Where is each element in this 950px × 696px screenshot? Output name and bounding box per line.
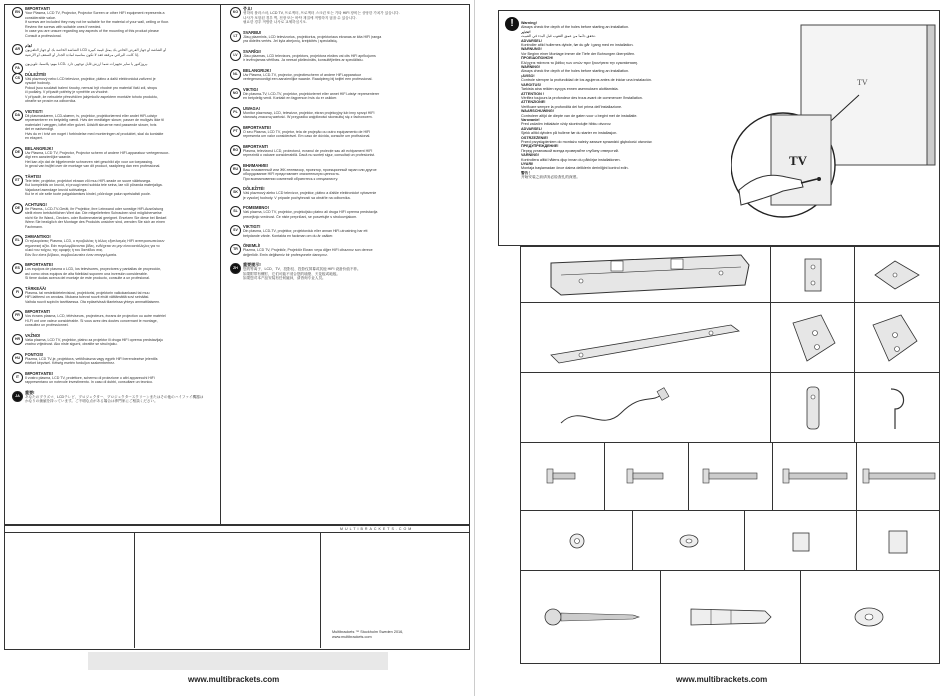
warning-line: Tarkista aina reikien syvyys ennen asennuksen aloittamista.	[521, 87, 619, 92]
parts-grid	[520, 246, 940, 664]
part-cell	[857, 443, 939, 511]
notice-line: vertegenwoordigt een aanzienlijke waarde. Raadpleeg bij twijfel een professional.	[243, 77, 373, 81]
language-badge: ES	[12, 263, 23, 274]
notice-line: 필요한 경우 적합한 나사로 교체하십시오.	[243, 20, 308, 24]
notes-table-rule	[4, 532, 470, 533]
warning-box	[498, 10, 940, 246]
notice-title: IMPORTANTE!	[25, 370, 54, 376]
notice-line: In geval van twijfel over de montage van dit product, raadpleeg dan een professional.	[25, 164, 161, 168]
notice-line: 나사가 포함된 경우 벽, 천장 또는 바닥 재질에 적합하지 않을 수 있습니다.	[243, 15, 357, 20]
notice-line: При возникновении сомнений обратитесь к специалисту.	[243, 176, 339, 181]
spacer-icon	[857, 511, 939, 571]
notice-title: IMPORTANTE!	[25, 262, 54, 267]
notice-block	[230, 224, 430, 238]
notice-line: V případě, že nebudete přesvědčen jakýmkoliv aspektem montáže tohoto produktu,	[25, 94, 158, 99]
notice-line: Οι τηλεοράσεις Plasma, LCD, ο προβολέας ή άλλος εξοπλισμός HIFI αντιπροσωπεύουν	[25, 239, 165, 243]
notice-line: değerlidir. Emin değilseniz bir profesyonele danışınız.	[243, 252, 328, 257]
part-cell	[857, 511, 939, 571]
language-badge: DE	[12, 203, 23, 214]
warning-heading: ПРЕДУПРЕЖДЕНИЕ!	[521, 144, 559, 149]
notice-line: así como otros equipos de alta fidelidad suponen una inversión considerable.	[25, 271, 148, 276]
copyright-url: www.multibrackets.com	[332, 635, 372, 639]
language-badge: PL	[230, 107, 241, 118]
language-badge: ZH	[230, 263, 241, 274]
notice-line: Εάν δεν είστε βέβαιοι, συμβουλευτείτε έναν επαγγελματία.	[25, 252, 118, 257]
notice-line: ir ievērojamas vērtības. Ja neesat pārliecināts, konsultējieties ar speciālistu.	[243, 58, 364, 62]
notice-line: 如果附带有螺钉，它们可能不适合您的墙壁、天花板或地板。	[243, 271, 341, 276]
warning-heading: Varovanie!	[521, 117, 540, 122]
warning-line: Pred začatím inštalácie vždy skontrolujte hĺbku otvorov.	[521, 122, 612, 127]
notice-title: TÄRKEÄÄ!	[25, 285, 47, 291]
warning-line: Vérifiez toujours la profondeur des trous avant de commencer l'installation.	[521, 95, 643, 100]
short-spacer-icon	[745, 511, 857, 571]
notice-block	[12, 6, 212, 38]
notice-line: Your Plasma, LCD TV, Projector, Projector Screen or other HIFI equipment represents a	[25, 11, 165, 15]
warning-heading: 警告！	[521, 170, 533, 175]
notice-block	[12, 309, 212, 328]
notice-line: considerable value.	[25, 15, 56, 20]
notice-block	[12, 109, 212, 141]
language-badge: IT	[12, 372, 23, 383]
notice-line: Vaš plazma, LCD TV, projektor, projekcijsko platno ali druga HIFI oprema predstavlja	[243, 210, 378, 214]
notice-line: かなりの価値を持っています。ご不明な点がある場合は専門家にご相談ください。	[25, 399, 158, 403]
notice-title: UWAGA!	[243, 105, 261, 111]
tv-label: TV	[789, 153, 808, 168]
notice-line: Si tiene dudas acerca del montaje de este producto, consulte a un profesional.	[25, 276, 150, 280]
notice-title: هام!	[25, 43, 33, 48]
notice-title: IMPORTANT!	[25, 6, 51, 11]
language-badge: SK	[230, 187, 241, 198]
tv-edge	[927, 25, 935, 165]
warning-line: Always check the depth of the holes before starting an installation.	[521, 25, 630, 30]
notice-block	[12, 72, 212, 104]
angle-bracket-illustration	[855, 303, 939, 373]
notice-line: Plasma- tai nestekidetelevisiosi, projektorisi, projektorin valkokankaasi tai muu	[25, 290, 150, 295]
language-badge: HU	[12, 353, 23, 364]
notice-title: ВНИМАНИЕ!	[243, 162, 269, 168]
notice-line: O seu Plasma, LCD TV, projetor, tela de projeção ou outro equipamento de HIFI	[243, 129, 371, 134]
notice-line: Plazma, LCD TV-je, projektora, vetítővászna vagy egyéb HiFi berendezése jelentős	[25, 356, 158, 361]
part-cell	[745, 511, 857, 571]
notice-line: Vajadusel asendage kruvid sobivatega.	[25, 187, 88, 192]
notice-line: stellt einen beträchtlichen Wert dar. Die mitgelieferten Schrauben sind möglicherweise	[25, 211, 162, 215]
notice-line: Teie teler, projektor, projektori ekraan või muu HIFI-seade on suure väärtusega.	[25, 178, 152, 183]
wall-plug-icon	[661, 571, 801, 663]
notice-block	[230, 186, 430, 200]
tv-label-small: TV	[857, 78, 868, 87]
column-divider	[220, 4, 221, 524]
notice-title: 중요!	[243, 6, 253, 11]
language-badge: TR	[230, 244, 241, 255]
notice-line: إذا كانت البراغي مرفقة فقد لا تكون مناسبة لمادة الجدار أو السقف أو الأرضية.	[25, 52, 140, 57]
notice-line: det er nødvendigt.	[25, 127, 54, 131]
notice-title: VIKTIGT!	[243, 224, 261, 229]
notice-line: مهم: پلاسما، تلویزیون LCD، پروژکتور یا سایر تجهیزات شما ارزش قابل توجهی دارد.	[25, 62, 149, 66]
warning-text-list	[521, 21, 731, 180]
notice-title: IMPORTANTE!	[243, 124, 272, 130]
notice-line: Uw Plasma, LCD-TV, projector, projectiescherm of andere HiFi-apparatuur	[243, 72, 362, 77]
cable-clip-illustration	[855, 373, 939, 443]
notice-line: Il vostro plasma, LCD TV, proiettore, schermo di proiezione o altri apparecchi HiFi	[25, 375, 155, 380]
small-washer-icon	[521, 511, 633, 571]
notice-title: BELANGRIJK!	[25, 145, 53, 151]
warning-heading: ATTENTION !	[521, 91, 545, 96]
language-badge: RO	[230, 145, 241, 156]
language-badge: EL	[12, 235, 23, 246]
wood-screw-icon	[521, 571, 661, 663]
part-cell	[521, 443, 605, 511]
part-cell	[605, 443, 689, 511]
notice-title: SVARBU!	[243, 29, 262, 35]
language-badge: RU	[230, 164, 241, 175]
notice-block	[12, 262, 212, 281]
language-badge: JA	[12, 391, 23, 402]
notice-line: representa um valor considerável. Em caso de dúvida, consulte um profissional.	[243, 134, 371, 138]
notice-line: Din plasma, LCD-TV, projektor, projektorduk eller annan HiFi-utrustning har ett	[243, 229, 368, 233]
footer-url-right[interactable]: www.multibrackets.com	[676, 675, 768, 684]
warning-line: 开始安装之前请务必检查孔的深度。	[521, 175, 580, 180]
notice-line: Monitor plazmowy, LCD, telewizor, projektor, ekran projekcyjny lub inny sprzęt HIFI	[243, 110, 375, 115]
language-badge: EN	[12, 7, 23, 18]
notes-table-divider	[320, 532, 321, 648]
part-cell	[771, 373, 855, 443]
notice-block	[12, 62, 212, 70]
tv-rail-illustration	[521, 303, 771, 373]
part-cell	[855, 373, 939, 443]
notice-column-1	[12, 6, 212, 409]
notice-line: あなたのプラズマ、LCDテレビ、プロジェクター、プロジェクタースクリーンまたはその他のハイファイ機器は	[25, 394, 204, 399]
notice-line: Wenn Sie bezüglich der Montage des Produkts unsicher sind, wenden Sie sich an einen	[25, 220, 165, 224]
notice-line: Vos écrans plasma, LCD, téléviseurs, projecteurs, écrans de projection ou autre matériel	[25, 314, 166, 318]
notice-line: yra didelės vertės. Jei kyla abejonių, kreipkitės į specialistą.	[243, 39, 338, 43]
notice-line: Ihr Plasma-, LCD-TV-Gerät, ihr Projektor, ihre Leinwand oder sonstige HiFi-Ausrüstung	[25, 206, 164, 211]
screw-icon	[605, 443, 689, 511]
part-cell	[773, 443, 857, 511]
washer-icon	[633, 511, 745, 571]
notice-block	[12, 352, 212, 366]
part-cell	[801, 571, 939, 663]
notice-line: Los equipos de plasma o LCD, los televisores, proyectores y pantallas de proyección,	[25, 267, 162, 271]
language-badge: FI	[12, 287, 23, 298]
warning-heading: VARNING!	[521, 153, 539, 158]
part-cell	[771, 303, 855, 373]
notice-line: či podlahy. V případě potřeby je vyměňte za vhodné.	[25, 90, 109, 94]
left-page	[0, 0, 474, 696]
language-badge: SL	[230, 206, 241, 217]
warning-line: Ελέγχετε πάντοτε το βάθος των οπών πριν ξεκινήσετε την εγκατάσταση.	[521, 60, 639, 65]
notice-line: en ekspert.	[25, 136, 43, 140]
warning-heading: ΠΡΟΕΙΔΟΠΟΙΗΣΗ!	[521, 56, 554, 61]
notice-title: VIGTIGT!	[25, 108, 43, 114]
notice-line: repræsenterer en betydelig værdi. Hvis der medfølger skruer, passer de muligvis ikke til	[25, 118, 165, 122]
mounting-bracket-illustration	[521, 247, 771, 303]
notice-line: consultez un professionnel.	[25, 323, 69, 327]
notice-line: precejšnjo vrednost. Če niste prepričani, se posvetujte s strokovnjakom.	[243, 214, 358, 219]
warning-heading: WARNING!	[521, 65, 541, 70]
notice-line: betydande värde. Kontakta en fackman om du är osäker.	[243, 233, 334, 238]
cable-illustration	[521, 373, 771, 443]
notice-line: الشاشة الخاصة بك أو جهاز التلفزيون LCD أو الشاشة أو جهاز العرض الخاص بك يمثل قيمة كبيرة	[25, 48, 167, 52]
notice-line: Kui te ei ole selle toote paigaldamises kindel, pöörduge palun spetsialisti poole.	[25, 192, 151, 196]
part-cell	[521, 303, 771, 373]
notice-line: Review the screws with suitable ones if needed.	[25, 24, 102, 29]
notice-title: ACHTUNG!	[25, 201, 47, 207]
warning-line: Przed przystąpieniem do montażu należy zawsze sprawdzić głębokość otworów.	[521, 139, 653, 144]
notice-line: Het kan zijn dat de bijgeleverde schroeven niet geschikt zijn voor uw toepassing.	[25, 159, 154, 164]
part-cell	[771, 247, 855, 303]
notice-block	[12, 202, 212, 230]
notice-title: IMPORTANT!	[243, 143, 269, 149]
part-cell	[633, 511, 745, 571]
notice-line: Plasma, televizorul LCD, proiectorul, ecranul de proiecție sau alt echipament HIFI	[243, 148, 373, 153]
notice-line: σημαντική αξία. Εάν περιλαμβάνονται βίδες, ενδέχεται να μην είναι κατάλληλες για το	[25, 243, 160, 248]
notice-title: VAŽNO!	[25, 332, 41, 338]
notice-block	[12, 234, 212, 257]
notice-line: Uw Plasma, LCD TV, Projector, Projector scherm of andere HIFI-apparatuur vertegenwoor-	[25, 150, 170, 155]
notice-line: reprezintă o valoare considerabilă. Dacă nu sunteți sigur, consultați un profesionist.	[243, 153, 376, 157]
notice-line: znatnu vrijednost. Ako niste sigurni, obratite se stručnjaku.	[25, 342, 118, 346]
notice-line: en betydelig verdi. Kontakt en fagperson hvis du er usikker.	[243, 96, 338, 100]
notice-line: In case you are unsure regarding any aspects of the mounting of this product please	[25, 29, 159, 33]
part-cell	[521, 571, 661, 663]
angle-bracket-illustration	[771, 303, 855, 373]
longest-screw-icon	[857, 443, 939, 511]
notice-line: оборудование HIFI представляет значительную ценность.	[243, 172, 340, 176]
notice-block	[12, 146, 212, 169]
warning-heading: Warning!	[521, 21, 537, 25]
notice-line: Pokud jsou součástí balení šrouby, nemusí být vhodné pro materiál Vaší zdi, stropu	[25, 85, 158, 90]
notice-line: Jūsų plazminis, LCD televizorius, projektorius, projektoriaus ekranas ar kita HIFI įranga	[243, 34, 382, 39]
language-badge: CS	[12, 73, 23, 84]
warning-line: Montaja başlamadan önce daima deliklerin derinliğini kontrol edin.	[521, 166, 629, 171]
warning-heading: VAROITUS!	[521, 82, 542, 87]
language-badge: DA	[12, 110, 23, 121]
language-badge: AR	[12, 44, 23, 55]
notice-block	[12, 371, 212, 385]
part-cell	[689, 443, 773, 511]
footer-url[interactable]: www.multibrackets.com	[188, 675, 280, 684]
notice-line: HiFi-laitteesi on arvokas. Mukana tulevat ruuvit eivät välttämättä sovi seinääsi.	[25, 295, 150, 299]
warning-heading: OSTRZEŻENIE!	[521, 135, 549, 140]
warning-line: Kontrollera alltid hålens djup innan du påbörjar installationen.	[521, 157, 621, 162]
notice-title: TÄHTIS!	[25, 173, 42, 179]
warning-line: Controle siempre la profundidad de los agujeros antes de iniciar una instalación.	[521, 78, 652, 83]
notice-block	[230, 87, 430, 101]
notice-line: Vaihda ruuvit sopiviin tarvittaessa. Ota epäselvissä tilanteissa yhteys ammattilaiseen.	[25, 299, 161, 304]
notice-block	[12, 390, 212, 404]
part-cell	[855, 247, 939, 303]
warning-line: Kontroller altid hullernes dybde, før du går i gang med en installation.	[521, 43, 634, 48]
notice-line: vysoké hodnoty.	[25, 81, 51, 85]
notice-line: je vysokej hodnoty. V prípade pochybností sa obráťte na odborníka.	[243, 195, 351, 200]
language-badge: SV	[230, 225, 241, 236]
notice-title: VIKTIG!	[243, 86, 259, 92]
notice-line: obraťte se prosím na odborníka.	[25, 99, 77, 103]
notice-line: HI-FI ont une valeur considérable. Si vous avez des doutes concernant le montage,	[25, 318, 158, 323]
language-badge: NL	[230, 69, 241, 80]
warning-line: Controleer altijd de diepte van de gaten voor u begint met de installatie.	[521, 113, 638, 118]
part-cell	[855, 303, 939, 373]
language-badge: HR	[12, 334, 23, 345]
brand-strip: MULTIBRACKETS.COM	[340, 527, 414, 531]
notice-line: rappresentano un notevole investimento. In caso di dubbi, consultare un tecnico.	[25, 380, 154, 384]
notice-column-2	[230, 6, 430, 286]
notice-block	[12, 43, 212, 57]
screw-point	[817, 177, 821, 181]
notice-block	[12, 286, 212, 305]
wall-template-illustration	[855, 247, 939, 303]
notice-block	[230, 30, 430, 44]
notice-title: DÔLEŽITÉ!	[243, 186, 265, 191]
notice-line: υλικό του τοίχου, της οροφής ή του δαπέδου σας.	[25, 248, 104, 252]
notice-line: Váš plazmový nebo LCD televizor, projektor, plátno a další elektronická zařízení je	[25, 76, 156, 81]
language-badge: FR	[12, 310, 23, 321]
notice-line: Hvis du er i tvivl om noget i forbindelse med monteringen af produktet, skal du kontakte	[25, 131, 164, 136]
notice-block	[230, 106, 430, 120]
notes-table-divider	[134, 532, 135, 648]
notice-line: Jūsu plazmas, LCD televizors, projektors, projektora ekrāns vai cits HiFi aprīkojums	[243, 53, 376, 58]
notice-line: Ваш плазменный или ЖК-телевизор, проектор, проекционный экран или другое	[243, 167, 377, 172]
remote-illustration	[771, 373, 855, 443]
notice-block	[230, 262, 430, 281]
notice-line: Váš plazmový alebo LCD televízor, projektor, plátno a ďalšie elektronické vybavenie	[243, 191, 377, 195]
notice-line: Consult a professional.	[25, 33, 62, 38]
notice-block	[230, 243, 430, 257]
warning-line: Vor Beginn einer Montage immer die Tiefe der Bohrungen überprüfen.	[521, 51, 636, 56]
warning-line: Always check the depth of the holes before starting an installation.	[521, 69, 630, 74]
notice-line: értéket képvisel. Kétség esetén forduljon szakemberhez.	[25, 361, 116, 365]
gray-band	[88, 652, 388, 670]
language-badge: KO	[230, 7, 241, 18]
copyright-line: Multibrackets ™ Stockholm Sweden 2016,	[332, 630, 404, 634]
notice-line: Plazma, LCD TV, Projektör, Projektör Ekranı veya diğer HIFI cihazınız son derece	[243, 248, 373, 252]
short-screw-icon	[521, 443, 605, 511]
notice-line: Kui komplektis on kruvid, ei pruugi need sobida teie seina, lae või põranda materjaliga.	[25, 183, 163, 187]
medium-screw-icon	[689, 443, 773, 511]
copyright	[332, 630, 403, 640]
notice-line: stanowią znaczną wartość. W przypadku wątpliwości skonsultuj się z fachowcem.	[243, 115, 373, 119]
notice-title: IMPORTANT!	[25, 309, 51, 314]
notice-line: Fachmann.	[25, 224, 43, 229]
notice-block	[230, 49, 430, 63]
notice-line: Dit plasmaskærm, LCD-skærm, tv, projektor, projektorlærred eller andet HiFi-udstyr	[25, 113, 158, 118]
notice-title: ÖNEMLİ!	[243, 243, 261, 248]
warning-heading: تحذير!	[521, 29, 531, 34]
page-fold	[474, 0, 475, 696]
notice-block	[230, 163, 430, 182]
language-badge: PT	[230, 126, 241, 137]
language-badge: ET	[12, 175, 23, 186]
warning-heading: WARNUNG!	[521, 47, 542, 52]
small-plate-illustration	[771, 247, 855, 303]
notice-line: nicht für Ihr Wand-, Decken- oder Bodenmaterial geeignet. Ersetzen Sie diese bei Bedarf.	[25, 215, 168, 220]
notice-block	[230, 68, 430, 82]
large-washer-icon	[801, 571, 939, 663]
language-badge: LT	[230, 31, 241, 42]
language-badge: NO	[230, 88, 241, 99]
warning-line: Перед установкой всегда проверяйте глубину отверстий.	[521, 148, 619, 153]
language-badge: LV	[230, 50, 241, 61]
notice-block	[230, 125, 430, 139]
notice-line: Din plasma-TV, LCD-TV, projektor, projektorlerret eller annet HIFI-utstyr representerer	[243, 91, 380, 96]
warning-heading: ATTENZIONE!	[521, 100, 546, 105]
notice-block	[12, 174, 212, 197]
notice-block	[230, 144, 430, 158]
notice-block	[230, 6, 430, 25]
warning-line: Sjekk alltid dybden på hullene før du starter en installasjon.	[521, 131, 618, 136]
long-screw-icon	[773, 443, 857, 511]
warning-heading: UYARI!	[521, 162, 534, 166]
notice-line: materialet i væggen, loftet eller gulvet. Udskift skruerne med passende skruer, hvis	[25, 122, 157, 127]
notice-title: 重要提示!	[243, 262, 261, 267]
part-cell	[521, 373, 771, 443]
notice-title: POMEMBNO!	[243, 205, 269, 210]
notice-line: 如果您对本产品安装有任何疑问，请咨询专业人员。	[243, 276, 326, 280]
notice-title: ΣΗΜΑΝΤΙΚΟ!	[25, 234, 51, 239]
language-badge: FA	[12, 63, 23, 74]
notice-line: digt een aanzienlijke waarde.	[25, 155, 72, 159]
notice-title: 重要!	[25, 389, 35, 395]
language-badge: DE	[12, 147, 23, 158]
notice-title: BELANGRIJK!	[243, 67, 271, 73]
notice-title: SVARĪGI!	[243, 48, 261, 54]
notice-title: DŮLEŽITÉ!	[25, 71, 47, 77]
notice-line: 您的等离子、LCD、TV、投影仪、投影仪屏幕或其他 HIFI 设备价值不菲。	[243, 267, 361, 271]
warning-heading: ADVARSEL!	[521, 126, 543, 131]
notice-line: 귀하의 플라스마, LCD TV, 프로젝터, 프로젝터 스크린 또는 기타 HIFI 장비는 상당한 가치가 있습니다.	[243, 11, 400, 15]
part-cell	[521, 511, 633, 571]
warning-line: Verificare sempre la profondità dei fori prima dell'installazione.	[521, 104, 623, 109]
part-cell	[661, 571, 801, 663]
warning-heading: ADVARSEL!	[521, 38, 543, 43]
notice-block	[230, 205, 430, 219]
notice-line: If screws are included they may not be suitable for the material of your wall, ceiling or floor.	[25, 20, 170, 24]
warning-heading: WAARSCHUWING!	[521, 109, 554, 114]
notice-line: Vaša plazma, LCD TV, projektor, platno za projektor ili druga HIFI oprema predstavljaju	[25, 337, 163, 342]
part-cell	[521, 247, 771, 303]
notice-title: FONTOS!	[25, 351, 44, 357]
warning-heading: ¡AVISO!	[521, 73, 535, 78]
warning-icon: !	[505, 17, 519, 31]
notice-block	[12, 333, 212, 347]
wall-drilling-illustration	[731, 15, 937, 241]
warning-line: تحقق دائما من عمق الثقوب قبل البدء في التثبيت.	[521, 34, 596, 39]
